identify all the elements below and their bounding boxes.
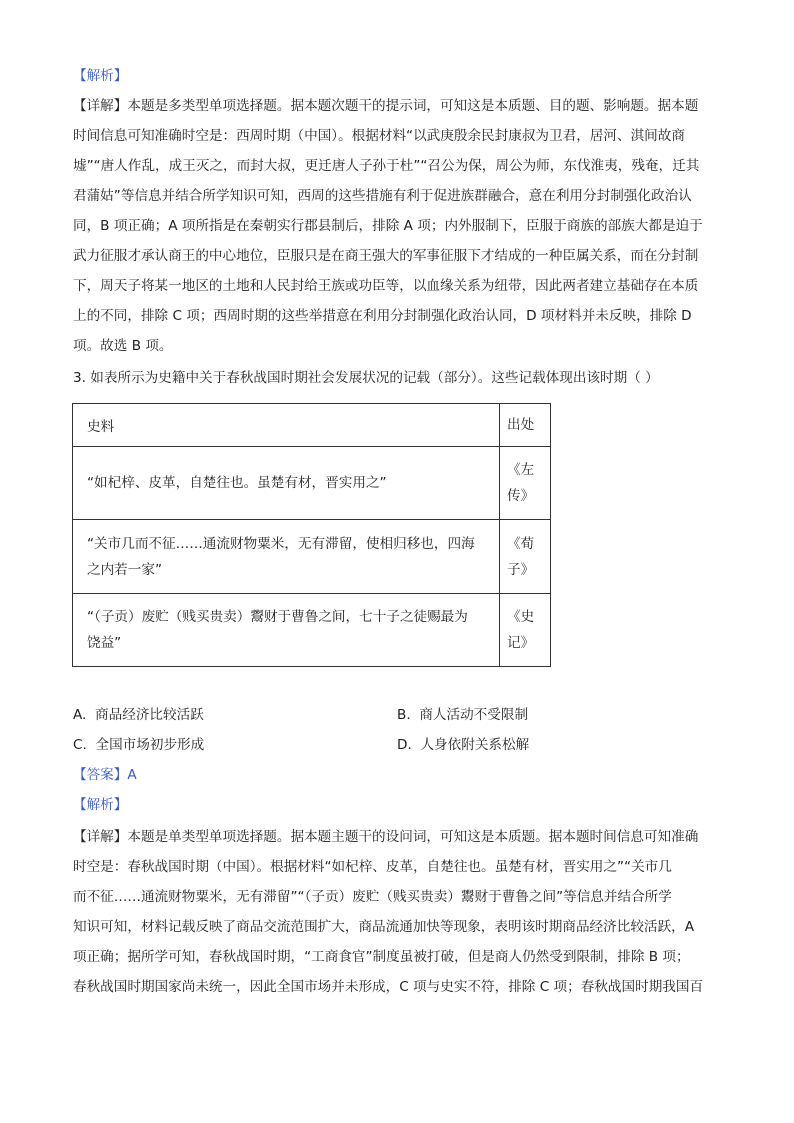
table-row <box>73 594 551 667</box>
detail-line: 知识可知，材料记载反映了商品交流范围扩大，商品流通加快等现象，表明该时期商品经济比较活跃，A <box>73 919 695 935</box>
detail-line: 君蒲姑”等信息并结合所学知识可知，西周的这些措施有利于促进族群融合，意在利用分封制强化政治认 <box>73 188 692 204</box>
option-d: D. 人身依附关系松解 <box>397 737 530 753</box>
detail-line: 上的不同，排除 C 项；西周时期的这些举措意在利用分封制强化政治认同，D 项材料并未反映，排除 D <box>73 308 692 324</box>
detail-line: 春秋战国时期国家尚未统一，因此全国市场并未形成，C 项与史实不符，排除 C 项；春秋战国时期我国百 <box>73 979 704 995</box>
detail-line: 墟”“唐人作乱，成王灭之，而封大叔，更迁唐人子孙于杜”“召公为保，周公为师，东伐淮夷，残奄，迁其 <box>73 158 700 174</box>
option-b: B. 商人活动不受限制 <box>397 707 529 723</box>
detail-line: 同，B 项正确；A 项所指是在秦朝实行郡县制后，排除 A 项；内外服制下，臣服于商族的部族大都是迫于 <box>73 218 703 234</box>
table-cell-source: 《左 传》 <box>500 447 551 520</box>
detail-line: 而不征……通流财物粟米，无有滞留”“（子贡）废贮（贱买贵卖）鬻财于曹鲁之间”等信息并结合所学 <box>73 889 672 905</box>
table-header: 史料 <box>73 404 500 447</box>
table-cell-text: “（子贡）废贮（贱买贵卖）鬻财于曹鲁之间，七十子之徒赐最为 饶益” <box>73 594 500 667</box>
table-cell-text: “如杞梓、皮革，自楚往也。虽楚有材，晋实用之” <box>73 447 500 520</box>
table-row <box>73 447 551 520</box>
detail-line: 项。故选 B 项。 <box>73 338 173 354</box>
detail-line: 项正确；据所学可知，春秋战国时期，“工商食官”制度虽被打破，但是商人仍然受到限制，排除 B 项； <box>73 949 690 965</box>
detail-line: 时间信息可知准确时空是：西周时期（中国）。根据材料“以武庚殷余民封康叔为卫君，居河、淇间故商 <box>73 128 685 144</box>
table-cell-source: 《荀 子》 <box>500 520 551 594</box>
detail-line: 武力征服才承认商王的中心地位，臣服只是在商王强大的军事征服下才结成的一种臣属关系，而在分封制 <box>73 248 699 264</box>
detail-line: 下，周天子将某一地区的土地和人民封给王族或功臣等，以血缘关系为纽带，因此两者建立基础存在本质 <box>73 278 699 294</box>
table-cell-source: 《史 记》 <box>500 594 551 667</box>
answer: 【答案】A <box>73 767 137 783</box>
table-header-row <box>73 404 551 447</box>
detail-line: 【详解】本题是单类型单项选择题。据本题主题干的设问词，可知这是本质题。据本题时间信息可知准确 <box>73 829 699 845</box>
table-cell-text: “关市几而不征……通流财物粟米，无有滞留，使相归移也，四海 之内若一家” <box>73 520 500 594</box>
option-a: A. 商品经济比较活跃 <box>73 707 204 723</box>
option-c: C. 全国市场初步形成 <box>73 737 205 753</box>
table-header: 出处 <box>500 404 551 447</box>
detail-line: 时空是：春秋战国时期（中国）。根据材料“如杞梓、皮革，自楚往也。虽楚有材，晋实用之”“关市几 <box>73 859 672 875</box>
question-stem: 3. 如表所示为史籍中关于春秋战国时期社会发展状况的记载（部分）。这些记载体现出该时期（ ） <box>73 370 659 386</box>
analysis-label-1: 【解析】 <box>73 68 128 84</box>
source-table <box>72 403 551 667</box>
analysis-label-2: 【解析】 <box>73 797 128 813</box>
table-row <box>73 520 551 594</box>
detail-line: 【详解】本题是多类型单项选择题。据本题次题干的提示词，可知这是本质题、目的题、影响题。据本题 <box>73 98 699 114</box>
